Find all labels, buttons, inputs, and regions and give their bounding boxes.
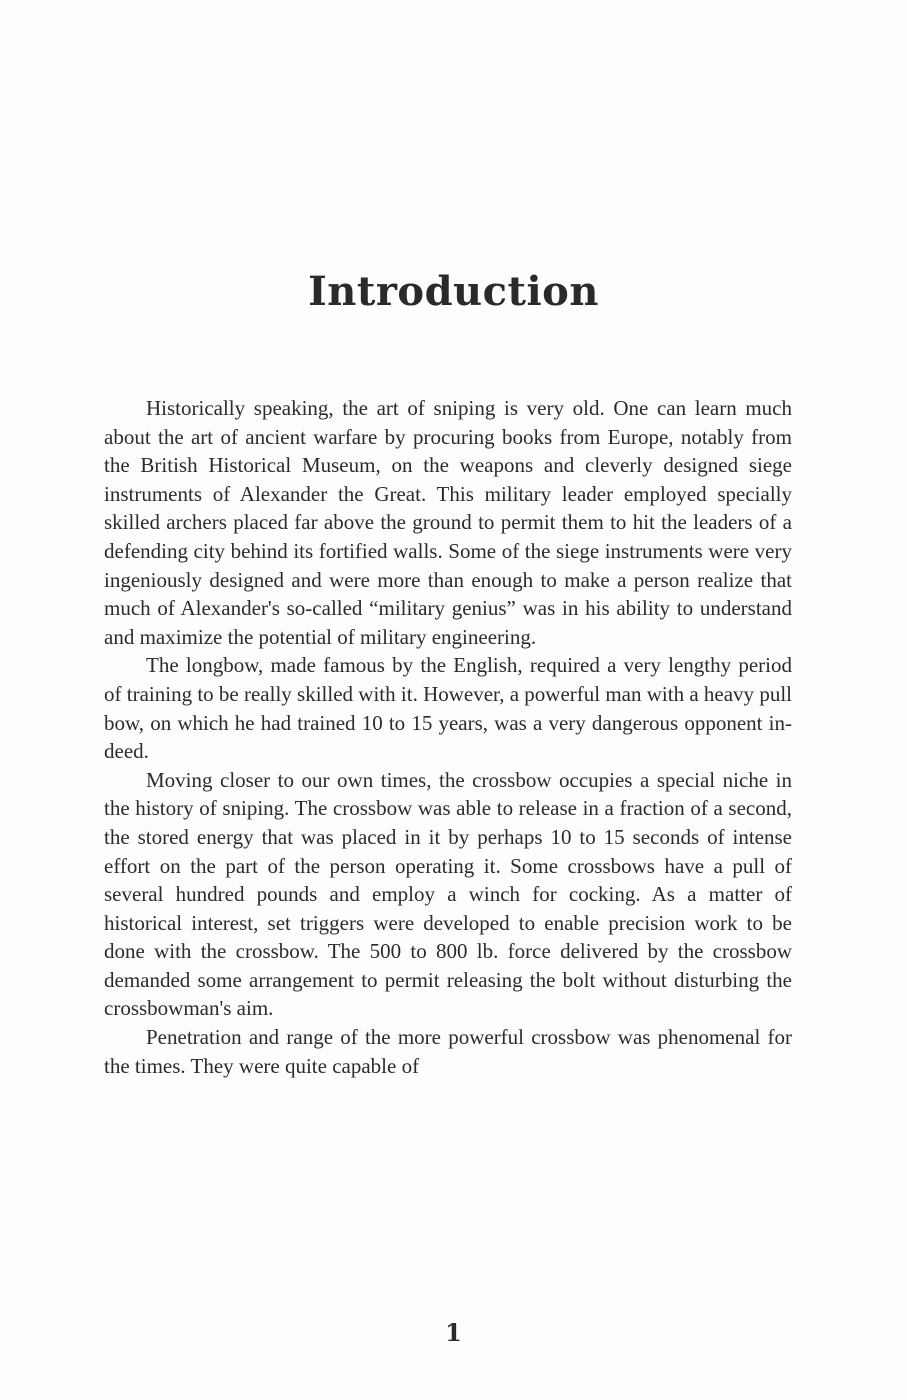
- paragraph: Penetration and range of the more powerful crossbow was phenomenal for the times. They were quite capable of: [104, 1025, 792, 1078]
- paragraph: Historically speaking, the art of sniping is very old. One can learn much about the art of ancient warfare by procuring books from Europe, notably from the British Historical Museum, on the weapons and cleverly designed siege instruments of Alexander the Great. This military leader employed specially skilled archers placed far above the ground to permit them to hit the leaders of a defending city behind its fortified walls. Some of the siege instruments were very ingeniously designed and were more than enough to make a person realize that much of Alexander's so-called “military genius” was in his ability to understand and maximize the potential of military engineering.: [104, 396, 792, 649]
- paragraph: The longbow, made famous by the English, required a very lengthy period of training to be really skilled with it. However, a powerful man with a heavy pull bow, on which he had trained 10 to 15 years, was a very dangerous opponent indeed.: [104, 653, 792, 764]
- paragraph: Moving closer to our own times, the crossbow occupies a special niche in the history of sniping. The crossbow was able to release in a fraction of a second, the stored energy that was placed in it by perhaps 10 to 15 seconds of intense effort on the part of the person operating it. Some crossbows have a pull of several hundred pounds and employ a winch for cocking. As a matter of historical interest, set triggers were developed to enable precision work to be done with the crossbow. The 500 to 800 lb. force delivered by the crossbow demanded some arrangement to permit releasing the bolt without disturbing the crossbowman's aim.: [104, 767, 792, 1021]
- page-number: 1: [445, 1318, 462, 1347]
- chapter-title: Introduction: [308, 268, 599, 315]
- body-text: [104, 394, 792, 1080]
